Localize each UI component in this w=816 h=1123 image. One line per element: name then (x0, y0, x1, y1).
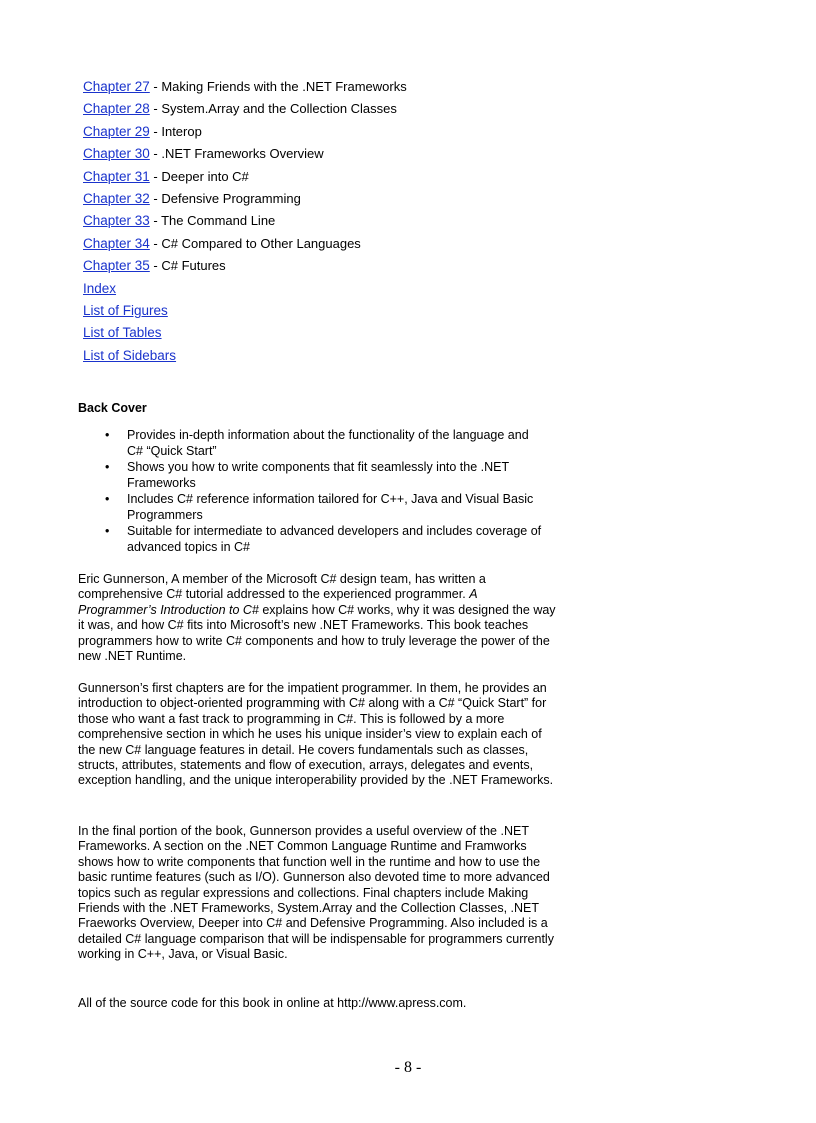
chapter-29-link[interactable]: Chapter 29 (83, 123, 150, 139)
paragraph-final-portion: In the final portion of the book, Gunnerson provides a useful overview of the .NET Frameworks. A section on the .NET Common Language Runtime and Framworks shows how to write components that function well in the runtime and how to use the basic runtime features (such as I/O). Gunnerson also devoted time to more advanced topics such as regular expressions and collections. Final chapters include Making Friends with the .NET Frameworks, System.Array and the Collection Classes, .NET Fraeworks Overview, Deeper into C# and Defensive Programming. Also included is a detailed C# language comparison that will be indispensable for programmers currently working in C++, Java, or Visual Basic. (78, 824, 554, 962)
bullet-text: Shows you how to write components that fit seamlessly into the .NET Frameworks (127, 460, 509, 490)
list-item (78, 460, 547, 491)
toc-item-chapter-30 (83, 143, 683, 165)
list-item (78, 428, 547, 459)
chapter-28-title: - System.Array and the Collection Classes (149, 101, 397, 117)
toc-item-chapter-28 (83, 98, 683, 120)
chapter-27-link[interactable]: Chapter 27 (83, 79, 150, 94)
chapter-28-link[interactable]: Chapter 28 (83, 101, 150, 117)
paragraph-intro-start: Eric Gunnerson, A member of the Microsoft C# design team, has written a comprehensive C# tutorial addressed to the experienced programmer. (78, 572, 486, 602)
bullet-text: Includes C# reference information tailored for C++, Java and Visual Basic Programmers (127, 492, 534, 522)
chapter-35-title: - C# Futures (149, 258, 226, 274)
table-of-contents (83, 76, 683, 367)
bullet-icon: • (105, 524, 110, 538)
bullet-icon: • (105, 428, 110, 442)
chapter-34-title: - C# Compared to Other Languages (149, 235, 361, 251)
toc-item-chapter-33 (83, 210, 683, 232)
list-item (78, 492, 547, 523)
list-item (78, 524, 547, 555)
chapter-33-link[interactable]: Chapter 33 (83, 213, 150, 229)
bullet-text: Provides in-depth information about the functionality of the language and C# “Quick Start” (127, 428, 529, 458)
toc-item-list-of-figures (83, 300, 683, 322)
toc-item-chapter-27 (83, 76, 683, 98)
paragraph-intro-end: explains how C# works, why it was designed the way it was, and how C# fits into Microsoft’s new .NET Frameworks. This book teaches programmers how to write C# components and how to truly leverage the power of the new .NET Runtime. (78, 602, 556, 664)
chapter-33-title: - The Command Line (149, 213, 276, 229)
book-title-italic: A Programmer’s Introduction to C# (78, 587, 478, 617)
chapter-27-title: - Making Friends with the .NET Frameworks (149, 79, 407, 94)
toc-item-chapter-32 (83, 188, 683, 210)
paragraph-intro (78, 572, 556, 664)
index-link[interactable]: Index (83, 280, 117, 296)
bullet-icon: • (105, 492, 110, 506)
chapter-31-link[interactable]: Chapter 31 (83, 168, 150, 184)
toc-item-chapter-31 (83, 166, 683, 188)
toc-item-list-of-sidebars (83, 345, 683, 367)
back-cover-heading: Back Cover (78, 401, 147, 415)
chapter-32-link[interactable]: Chapter 32 (83, 190, 150, 206)
page-number: - 8 - (394, 1059, 422, 1076)
bullet-text: Suitable for intermediate to advanced developers and includes coverage of advanced topics in C# (127, 524, 542, 554)
toc-item-chapter-34 (83, 233, 683, 255)
list-of-sidebars-link[interactable]: List of Sidebars (83, 347, 177, 363)
bullet-icon: • (105, 460, 110, 474)
toc-item-index (83, 278, 683, 300)
toc-item-chapter-35 (83, 255, 683, 277)
chapter-30-title: - .NET Frameworks Overview (149, 146, 324, 162)
toc-item-chapter-29 (83, 121, 683, 143)
chapter-29-title: - Interop (149, 123, 202, 139)
chapter-32-title: - Defensive Programming (149, 190, 301, 206)
chapter-34-link[interactable]: Chapter 34 (83, 235, 150, 251)
chapter-31-title: - Deeper into C# (149, 168, 249, 184)
toc-item-list-of-tables (83, 322, 683, 344)
chapter-35-link[interactable]: Chapter 35 (83, 258, 150, 274)
paragraph-source-code: All of the source code for this book in online at http://www.apress.com. (78, 996, 467, 1010)
chapter-30-link[interactable]: Chapter 30 (83, 146, 150, 162)
list-of-figures-link[interactable]: List of Figures (83, 302, 168, 318)
list-of-tables-link[interactable]: List of Tables (83, 325, 162, 341)
back-cover-bullet-list (78, 428, 578, 556)
paragraph-first-chapters: Gunnerson’s first chapters are for the impatient programmer. In them, he provides an introduction to object-oriented programming with C# along with a C# “Quick Start” for those who want a fast track to programming in C#. This is followed by a more comprehensive section in which he uses his unique insider’s view to explain each of the new C# language features in detail. He covers fundamentals such as classes, structs, attributes, statements and flow of execution, arrays, delegates and events, exception handling, and the unique interoperability provided by the .NET Frameworks. (78, 681, 554, 788)
